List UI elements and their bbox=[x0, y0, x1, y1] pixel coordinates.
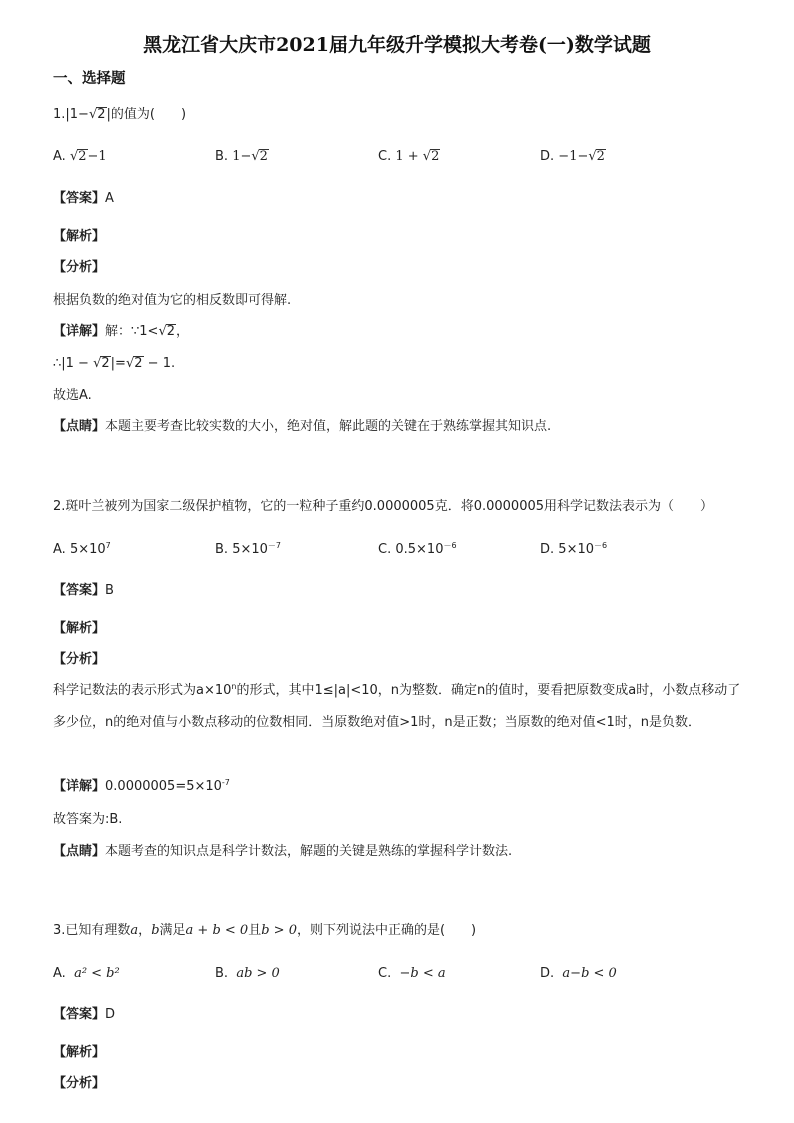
q2-option-a: A. $5\times 10^7$ bbox=[53, 541, 111, 557]
q2-answer: 【答案】B bbox=[53, 583, 114, 598]
q3-stem: 3.已知有理数a，b满足a + b < 0且b > 0，则下列说法中正确的是( ) bbox=[53, 923, 477, 938]
q1-jiexi-label: 【解析】 bbox=[53, 229, 106, 244]
q1-option-a: A. √2−1 bbox=[53, 149, 107, 164]
q1-fenxi-text: 根据负数的绝对值为它的相反数即可得解. bbox=[53, 293, 292, 308]
q3-fenxi-label: 【分析】 bbox=[53, 1076, 106, 1091]
q2-stem: 2.斑叶兰被列为国家二级保护植物，它的一粒种子重约0.0000005克．将0.0000005用科学记数法表示为（ ） bbox=[53, 499, 714, 514]
q3-option-d: D. a−b < 0 bbox=[540, 966, 617, 981]
q2-option-c: C. $0.5\times 10^{-6}$ bbox=[378, 541, 457, 557]
q3-answer: 【答案】D bbox=[53, 1007, 116, 1022]
q2-conclusion: 故答案为:B. bbox=[53, 812, 123, 827]
q2-dianjing: 【点睛】本题考查的知识点是科学计数法，解题的关键是熟练的掌握科学计数法. bbox=[53, 844, 513, 859]
q2-option-b: B. $5\times 10^{-7}$ bbox=[215, 541, 282, 557]
page-title: 黑龙江省大庆市2021届九年级升学模拟大考卷(一)数学试题 bbox=[143, 34, 651, 56]
q1-dianjing: 【点睛】本题主要考查比较实数的大小，绝对值，解此题的关键在于熟练掌握其知识点. bbox=[53, 419, 552, 434]
q1-fenxi-label: 【分析】 bbox=[53, 260, 106, 275]
q3-option-a: A. a² < b² bbox=[53, 966, 120, 981]
q2-option-d: D. $5\times 10^{-6}$ bbox=[540, 541, 608, 557]
q2-fenxi-label: 【分析】 bbox=[53, 652, 106, 667]
q1-conclusion: 故选A. bbox=[53, 388, 92, 403]
q2-xiangjie: 【详解】$0.0000005=5\times 10^{-7}$ bbox=[53, 778, 230, 794]
q1-option-b: B. 1−√2 bbox=[215, 149, 268, 164]
q1-step: ∴|1 − √2|=√2 − 1. bbox=[53, 356, 176, 371]
q1-answer: 【答案】A bbox=[53, 191, 114, 206]
section-heading: 一、选择题 bbox=[53, 71, 126, 87]
q1-option-c: C. 1 + √2 bbox=[378, 149, 440, 164]
q1-stem: 1.|1−√2|的值为( ) bbox=[53, 107, 187, 122]
q2-fenxi-text: 科学记数法的表示形式为$a\times 10^n$的形式，其中1≤|a|<10，n为整数．确定n的值时，要看把原数变成a时，小数点移动了多少位，n的绝对值与小数点移动的位数相同．当原数绝对值>1时，n是正数；当原数的绝对值<1时，n是负数． bbox=[53, 682, 741, 730]
sqrt-symbol: √ bbox=[88, 107, 98, 122]
q1-xiangjie: 【详解】解：∵1<√2， bbox=[53, 324, 190, 339]
q3-option-b: B. ab > 0 bbox=[215, 966, 280, 981]
q1-option-d: D. −1−√2 bbox=[540, 149, 605, 164]
q3-option-c: C. −b < a bbox=[378, 966, 446, 981]
q3-jiexi-label: 【解析】 bbox=[53, 1045, 106, 1060]
q2-jiexi-label: 【解析】 bbox=[53, 621, 106, 636]
